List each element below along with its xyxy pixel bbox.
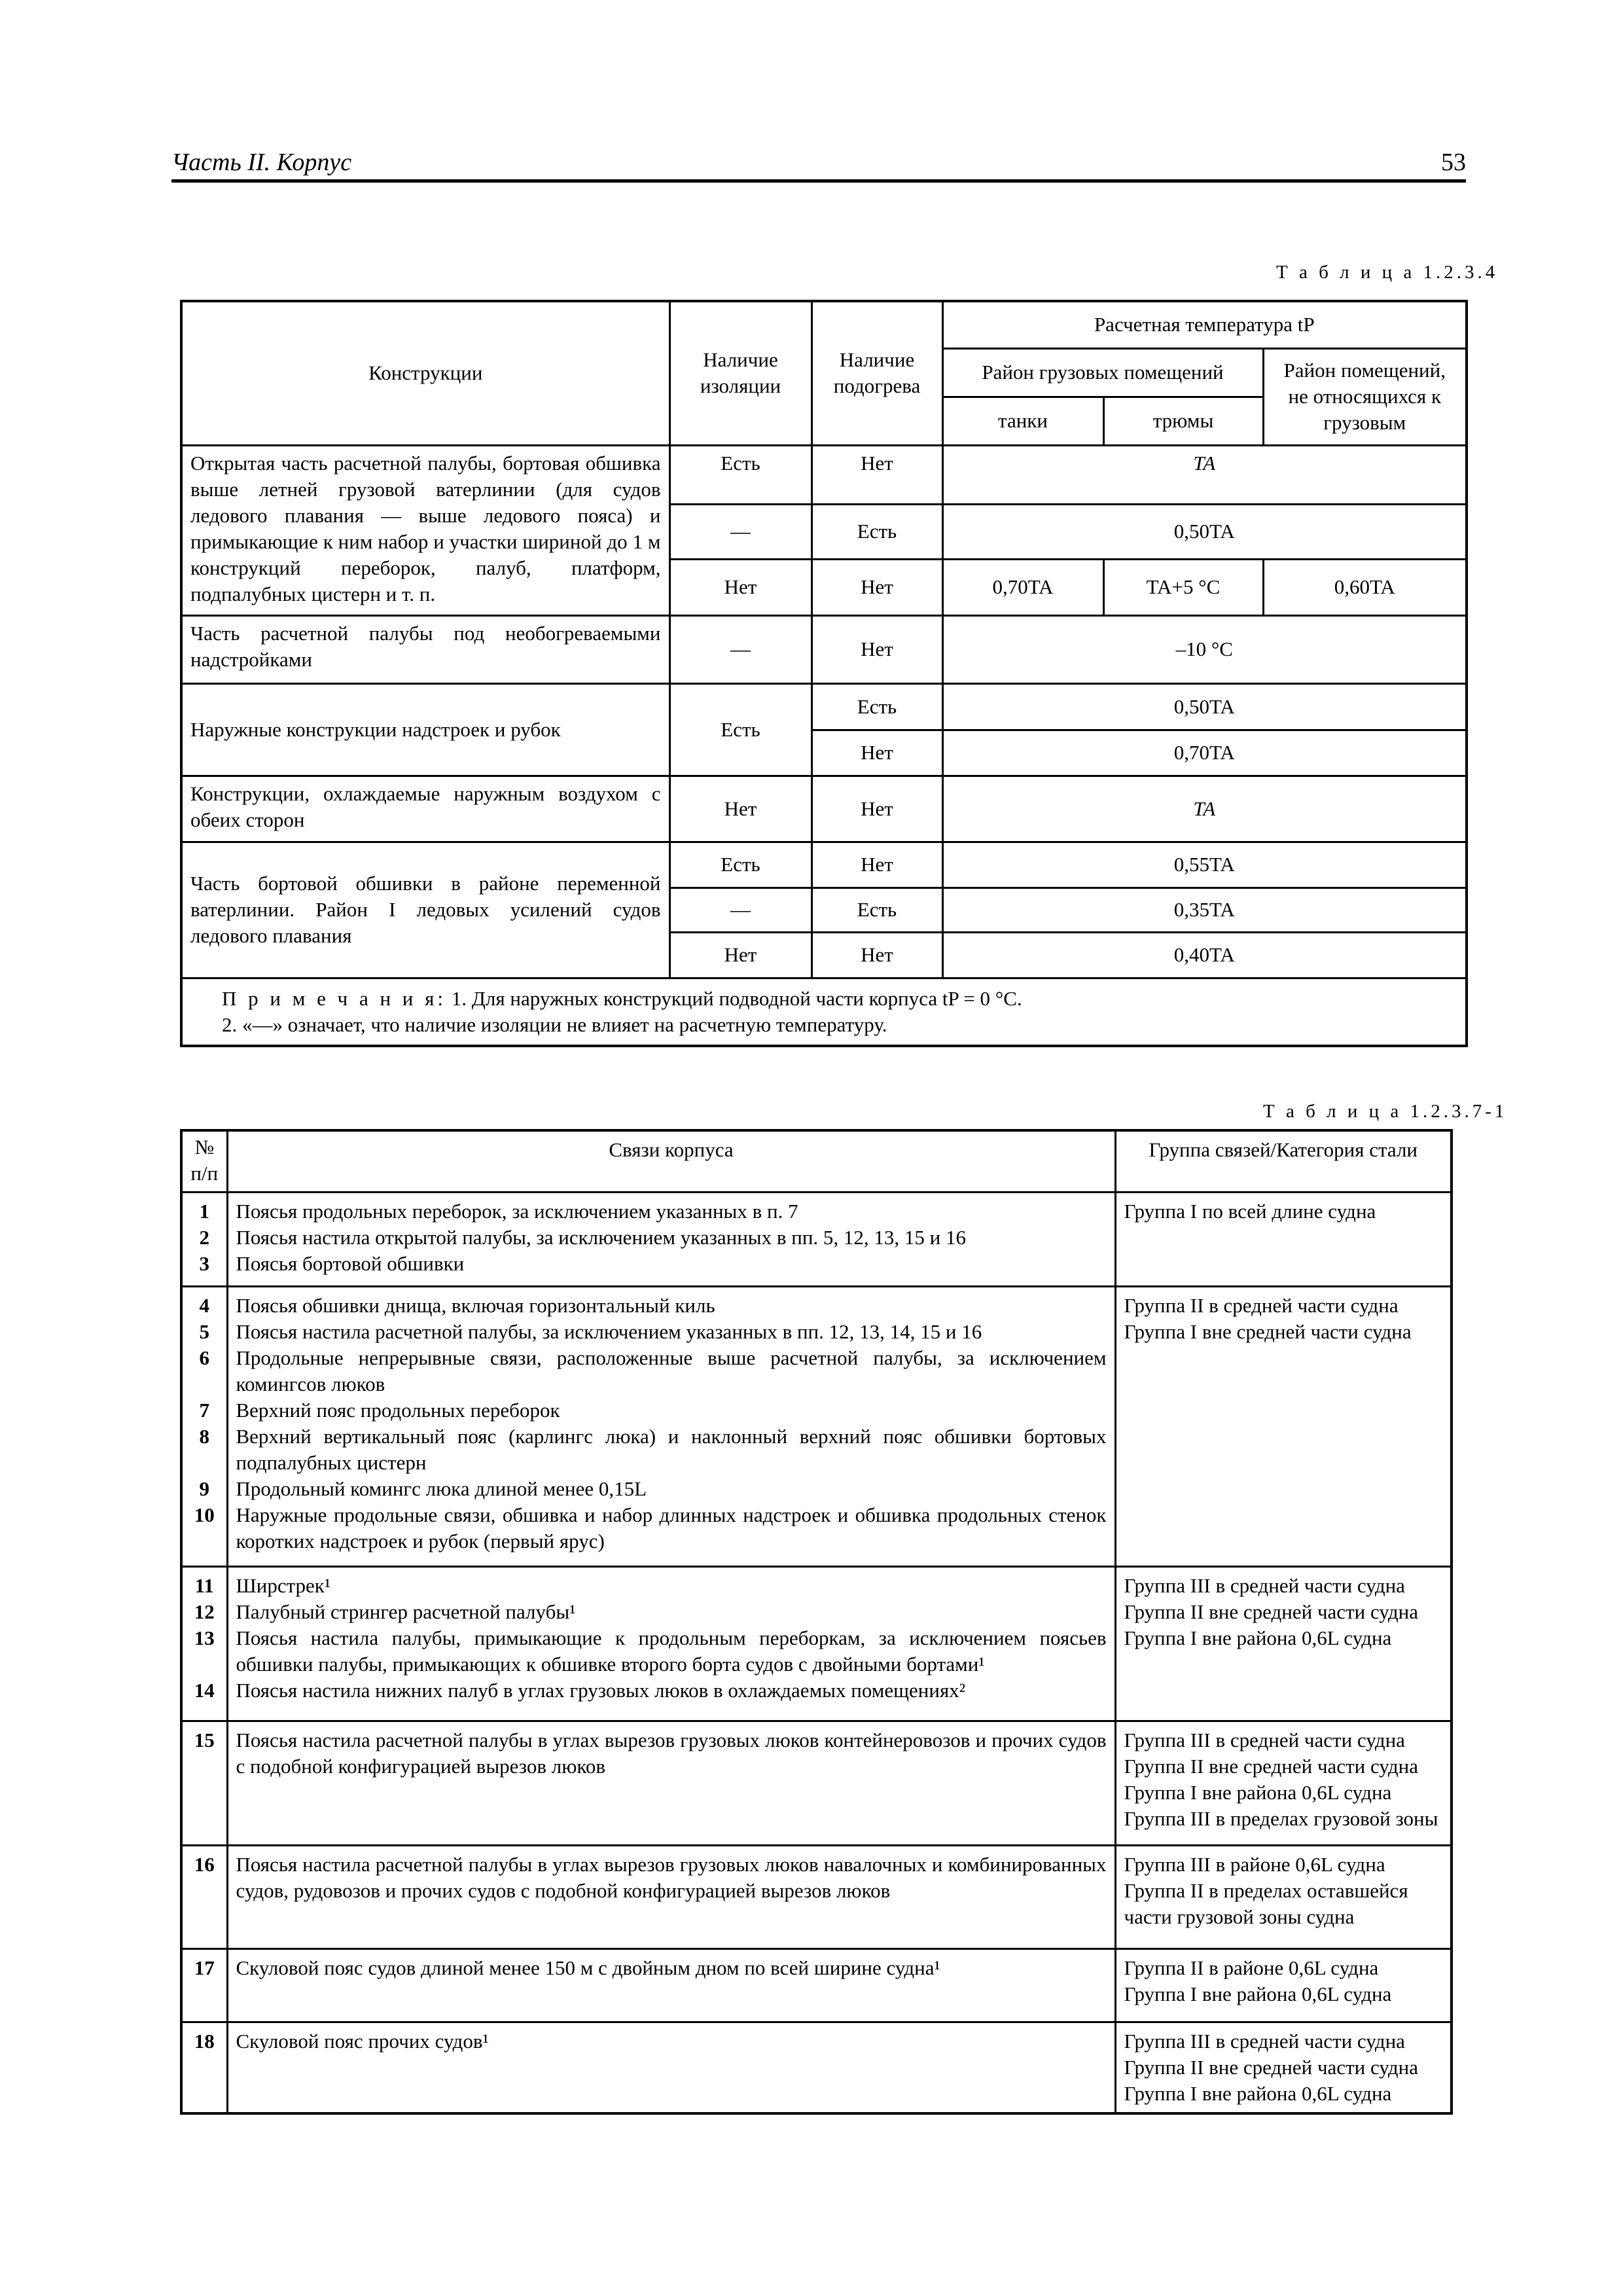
item-number: 8	[199, 1424, 209, 1448]
hull-members-table	[180, 1129, 1453, 2115]
header-tanks: танки	[942, 397, 1103, 445]
cell-insulation: —	[669, 888, 812, 932]
item-number: 3	[199, 1251, 209, 1275]
cell-heating: Есть	[812, 504, 942, 559]
table2-caption: Т а б л и ц а 1.2.3.7-1	[1263, 1101, 1508, 1122]
item-text: Поясья обшивки днища, включая горизонтальный киль	[236, 1293, 715, 1317]
cell-heating: Нет	[812, 615, 942, 683]
item-number: 11	[194, 1573, 214, 1597]
item-text: Продольный комингс люка длиной менее 0,15L	[236, 1477, 647, 1500]
row-construction: Конструкции, охлаждаемые наружным воздухом с обеих сторон	[181, 776, 669, 842]
item-number: 16	[194, 1852, 215, 1876]
row-construction: Часть бортовой обшивки в районе переменной ватерлинии. Район I ледовых усилений судов ледового плавания	[181, 842, 669, 978]
cell-heating: Есть	[812, 888, 942, 932]
table-row	[181, 1192, 1452, 1286]
item-category	[1115, 1192, 1452, 1286]
item-text: Ширстрек¹	[236, 1573, 331, 1597]
item-number: 2	[199, 1225, 209, 1249]
category-line: Группа II в средней части судна	[1124, 1293, 1399, 1317]
cell-temp: 0,50TA	[942, 683, 1467, 730]
header-insulation: Наличие изоляции	[669, 301, 812, 445]
cell-temp: 0,50TA	[942, 504, 1467, 559]
item-text: Поясья продольных переборок, за исключением указанных в п. 7	[236, 1199, 798, 1223]
design-temperature-table	[180, 300, 1468, 1047]
table-row	[181, 1566, 1452, 1721]
page-header	[171, 143, 1466, 183]
note-1: 1. Для наружных конструкций подводной части корпуса tP = 0 °C.	[451, 986, 1022, 1010]
item-numbers	[181, 1721, 227, 1845]
item-numbers	[181, 1286, 227, 1566]
table-notes	[181, 978, 1467, 1046]
header-non-cargo: Район помещений, не относящихся к грузовым	[1263, 348, 1467, 445]
item-text: Поясья настила расчетной палубы в углах вырезов грузовых люков навалочных и комбинированных судов, рудовозов и прочих судов с подобной конфигурацией вырезов люков	[236, 1852, 1107, 1902]
category-line: Группа I вне района 0,6L судна	[1124, 2081, 1392, 2105]
table-row	[181, 2022, 1452, 2113]
item-text: Верхний пояс продольных переборок	[236, 1398, 560, 1422]
cell-heating: Есть	[812, 683, 942, 730]
cell-heating: Нет	[812, 559, 942, 615]
item-number: 15	[194, 1728, 215, 1751]
item-text: Скуловой пояс судов длиной менее 150 м с двойным дном по всей ширине судна¹	[236, 1956, 940, 1979]
cell-temp: 0,40TA	[942, 932, 1467, 978]
table-row	[181, 1948, 1452, 2022]
category-line: Группа II вне средней части судна	[1124, 1600, 1418, 1623]
item-numbers	[181, 1566, 227, 1721]
item-text: Поясья бортовой обшивки	[236, 1251, 465, 1275]
item-numbers	[181, 2022, 227, 2113]
notes-label: П р и м е ч а н и я:	[222, 986, 447, 1010]
item-texts	[227, 1845, 1115, 1948]
category-line: Группа III в средней части судна	[1124, 1573, 1405, 1597]
table-row	[181, 1845, 1452, 1948]
cell-temp: TA	[942, 776, 1467, 842]
header-cargo-area: Район грузовых помещений	[942, 348, 1263, 397]
cell-heating: Нет	[812, 842, 942, 888]
cell-temp-other: 0,60TA	[1263, 559, 1467, 615]
item-texts	[227, 1192, 1115, 1286]
category-line: Группа I вне района 0,6L судна	[1124, 1780, 1392, 1804]
category-line: Группа II вне средней части судна	[1124, 2055, 1418, 2079]
item-text: Поясья настила нижних палуб в углах грузовых люков в охлаждаемых помещениях²	[236, 1678, 966, 1702]
item-number: 12	[194, 1600, 215, 1623]
item-number: 18	[194, 2029, 215, 2053]
item-category	[1115, 2022, 1452, 2113]
cell-temp: TA	[942, 445, 1467, 504]
item-texts	[227, 1721, 1115, 1845]
cell-temp: 0,55TA	[942, 842, 1467, 888]
category-line: Группа I вне района 0,6L судна	[1124, 1626, 1392, 1649]
header-heating: Наличие подогрева	[812, 301, 942, 445]
cell-insulation: Нет	[669, 932, 812, 978]
cell-heating: Нет	[812, 445, 942, 504]
cell-temp: 0,35TA	[942, 888, 1467, 932]
row-construction: Открытая часть расчетной палубы, бортовая обшивка выше летней грузовой ватерлинии (для судов ледового плавания — выше ледового пояса) и примыкающие к ним набор и участки шириной до 1 м конструкций переборок, палуб, платформ, подпалубных цистерн и т. п.	[181, 445, 669, 615]
category-line: Группа I вне средней части судна	[1124, 1319, 1412, 1343]
item-number: 1	[199, 1199, 209, 1223]
category-line: Группа III в пределах грузовой зоны	[1124, 1806, 1438, 1830]
table-row	[181, 1286, 1452, 1566]
cell-insulation: Нет	[669, 559, 812, 615]
item-number: 14	[194, 1678, 215, 1702]
cell-temp-holds: TA+5 °C	[1103, 559, 1263, 615]
item-category	[1115, 1566, 1452, 1721]
item-number: 4	[199, 1293, 209, 1317]
category-line: Группа III в средней части судна	[1124, 2029, 1405, 2053]
cell-temp: –10 °C	[942, 615, 1467, 683]
header-design-temp: Расчетная температура tP	[942, 301, 1467, 348]
item-numbers	[181, 1192, 227, 1286]
header-constructions: Конструкции	[181, 301, 669, 445]
item-number: 7	[199, 1398, 209, 1422]
row-construction: Наружные конструкции надстроек и рубок	[181, 683, 669, 776]
table1-caption: Т а б л и ц а 1.2.3.4	[1276, 262, 1499, 283]
header-num: № п/п	[181, 1130, 227, 1192]
item-numbers	[181, 1948, 227, 2022]
item-texts	[227, 1566, 1115, 1721]
cell-insulation: —	[669, 504, 812, 559]
item-number: 9	[199, 1477, 209, 1500]
item-number: 13	[194, 1626, 215, 1649]
item-texts	[227, 1286, 1115, 1566]
note-2: 2. «—» означает, что наличие изоляции не влияет на расчетную температуру.	[222, 1013, 887, 1036]
item-texts	[227, 2022, 1115, 2113]
item-number: 5	[199, 1319, 209, 1343]
category-line: Группа I вне района 0,6L судна	[1124, 1982, 1392, 2005]
header-group: Группа связей/Категория стали	[1115, 1130, 1452, 1192]
item-text: Поясья настила расчетной палубы в углах вырезов грузовых люков контейнеровозов и прочих судов с подобной конфигурацией вырезов люков	[236, 1728, 1107, 1778]
item-category	[1115, 1845, 1452, 1948]
cell-heating: Нет	[812, 730, 942, 776]
category-line: Группа II вне средней части судна	[1124, 1754, 1418, 1778]
item-texts	[227, 1948, 1115, 2022]
item-numbers	[181, 1845, 227, 1948]
category-line: Группа II в пределах оставшейся части грузовой зоны судна	[1124, 1878, 1408, 1928]
item-category	[1115, 1721, 1452, 1845]
item-category	[1115, 1948, 1452, 2022]
item-text: Продольные непрерывные связи, расположенные выше расчетной палубы, за исключением комингсов люков	[236, 1346, 1107, 1395]
item-number: 17	[194, 1956, 215, 1979]
cell-insulation: Есть	[669, 445, 812, 504]
cell-insulation: Есть	[669, 842, 812, 888]
item-number: 10	[194, 1503, 215, 1526]
table-row	[181, 1721, 1452, 1845]
category-line: Группа III в районе 0,6L судна	[1124, 1852, 1385, 1876]
category-line: Группа III в средней части судна	[1124, 1728, 1405, 1751]
page-number: 53	[1441, 149, 1466, 176]
category-line: Группа I по всей длине судна	[1124, 1199, 1376, 1223]
row-construction: Часть расчетной палубы под необогреваемыми надстройками	[181, 615, 669, 683]
cell-insulation: Нет	[669, 776, 812, 842]
item-text: Палубный стрингер расчетной палубы¹	[236, 1600, 576, 1623]
item-text: Поясья настила открытой палубы, за исключением указанных в пп. 5, 12, 13, 15 и 16	[236, 1225, 967, 1249]
item-number: 6	[199, 1346, 209, 1369]
item-text: Поясья настила расчетной палубы, за исключением указанных в пп. 12, 13, 14, 15 и 16	[236, 1319, 982, 1343]
category-line: Группа II в районе 0,6L судна	[1124, 1956, 1379, 1979]
item-text: Наружные продольные связи, обшивка и набор длинных надстроек и обшивка продольных стенок коротких надстроек и рубок (первый ярус)	[236, 1503, 1107, 1552]
part-title: Часть II. Корпус	[171, 149, 352, 176]
item-text: Верхний вертикальный пояс (карлингс люка) и наклонный верхний пояс обшивки бортовых подпалубных цистерн	[236, 1424, 1107, 1474]
cell-heating: Нет	[812, 932, 942, 978]
item-text: Скуловой пояс прочих судов¹	[236, 2029, 489, 2053]
header-members: Связи корпуса	[227, 1130, 1115, 1192]
cell-insulation: —	[669, 615, 812, 683]
item-text: Поясья настила палубы, примыкающие к продольным переборкам, за исключением поясьев обшивки палубы, примыкающих к обшивке второго борта судов с двойными бортами¹	[236, 1626, 1107, 1676]
cell-temp: 0,70TA	[942, 730, 1467, 776]
item-category	[1115, 1286, 1452, 1566]
cell-insulation: Есть	[669, 683, 812, 776]
header-holds: трюмы	[1103, 397, 1263, 445]
cell-temp-tanks: 0,70TA	[942, 559, 1103, 615]
cell-heating: Нет	[812, 776, 942, 842]
